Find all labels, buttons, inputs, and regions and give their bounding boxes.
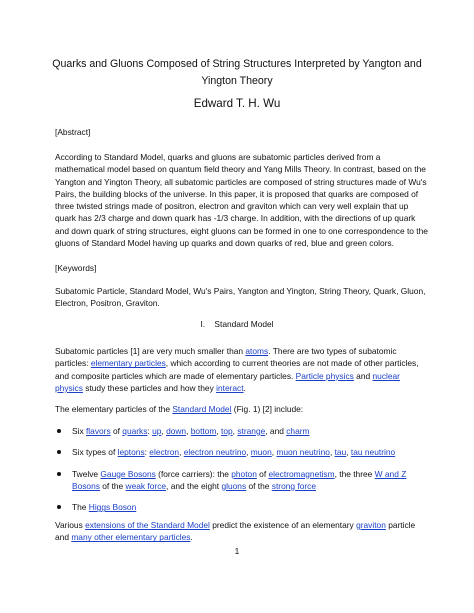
link-tau[interactable]: tau <box>334 447 347 458</box>
link-muon-neutrino[interactable]: muon neutrino <box>276 447 330 458</box>
link-strange[interactable]: strange <box>237 426 266 436</box>
text-run: and <box>353 370 373 381</box>
link-electromagnetism[interactable]: electromagnetism <box>268 468 335 479</box>
link-extensions-standard-model[interactable]: extensions of the Standard Model <box>85 520 210 530</box>
text-run: : <box>144 447 150 458</box>
text-run: Six types of <box>72 447 118 458</box>
text-run: The <box>72 502 89 513</box>
link-photon[interactable]: photon <box>231 468 257 479</box>
text-run: predict the existence of an elementary <box>209 520 357 530</box>
list-item-gauge-bosons <box>55 468 430 493</box>
list-item-quarks <box>55 425 430 437</box>
link-up[interactable]: up <box>152 426 162 436</box>
link-strong-force[interactable]: strong force <box>271 480 316 491</box>
text-run: , <box>161 426 167 436</box>
text-run: , <box>179 447 184 458</box>
link-standard-model[interactable]: Standard Model <box>172 404 232 414</box>
link-particle-physics[interactable]: Particle physics <box>295 370 354 381</box>
text-run: , <box>246 447 251 458</box>
link-electron-neutrino[interactable]: electron neutrino <box>183 447 247 458</box>
list-item-higgs <box>55 501 430 513</box>
text-run: . <box>243 382 246 393</box>
text-run: The elementary particles of the <box>55 404 173 414</box>
section-heading: I. Standard Model <box>200 319 274 329</box>
text-run: , <box>232 426 238 436</box>
abstract-text: According to Standard Model, quarks and gluons are subatomic particles derived from a mathematical model based on quantum field theory and Yang Mills Theory. In contrast, based on the Yangton and Yington Theory, all subatomic particles are composed of string structures made of Wu's Pairs, the building blocks of the universe. In this paper, it is proposed that quarks are composed of three twisted strings made of positron, electron and graviton which can very well explain that up quark has 2/3 charge and down quark has -1/3 charge. In addition, with the directions of up quark and down quark of string structures, eight gluons can be formed in one to one correspondence to the gluons of Standard Model having up quarks and down quarks of red, blue and green colors. <box>55 152 428 249</box>
text-run: , <box>329 447 335 458</box>
text-run: of <box>110 426 123 436</box>
link-gauge-bosons[interactable]: Gauge Bosons <box>100 468 156 479</box>
paragraph-extensions <box>55 519 429 544</box>
link-charm[interactable]: charm <box>286 426 310 436</box>
link-flavors[interactable]: flavors <box>85 426 111 436</box>
link-leptons[interactable]: leptons <box>117 447 145 458</box>
bullet-icon <box>57 505 61 509</box>
text-run: , <box>216 426 222 436</box>
text-run: (Fig. 1) [2] include: <box>231 404 304 414</box>
text-run: , the three <box>334 468 375 479</box>
link-graviton[interactable]: graviton <box>356 520 386 530</box>
text-run: (force carriers): the <box>155 468 232 479</box>
link-weak-force[interactable]: weak force <box>125 480 167 491</box>
text-run: . There are two types of subatomic particles: <box>55 346 397 369</box>
text-run: of the <box>99 480 126 491</box>
text-run: : <box>147 426 153 436</box>
text-run: , and <box>265 426 287 436</box>
link-many-other-elementary-particles[interactable]: many other elementary particles <box>71 532 191 543</box>
link-elementary-particles[interactable]: elementary particles <box>90 358 166 369</box>
paragraph-subatomic <box>55 345 429 394</box>
particle-list <box>55 425 430 513</box>
list-item-leptons <box>55 446 430 458</box>
link-muon[interactable]: muon <box>250 447 272 458</box>
link-higgs-boson[interactable]: Higgs Boson <box>88 502 137 513</box>
link-interact[interactable]: interact <box>216 382 244 393</box>
text-run: , and the eight <box>166 480 222 491</box>
text-run: of <box>256 468 269 479</box>
bullet-icon <box>57 429 61 433</box>
link-quarks[interactable]: quarks <box>122 426 148 436</box>
paper-title: Quarks and Gluons Composed of String Structures Interpreted by Yangton and Yington Theory <box>52 58 422 87</box>
link-atoms[interactable]: atoms <box>245 346 269 356</box>
paragraph-elementary <box>55 403 429 415</box>
abstract-heading: [Abstract] <box>55 127 91 137</box>
text-run: Six <box>72 426 86 436</box>
text-run: Subatomic particles [1] are very much smaller than <box>55 346 246 356</box>
text-run: particle and <box>55 520 416 543</box>
text-run: , which according to current theories are not made of other particles, and composite particles which are made of elementary particles. <box>55 358 419 381</box>
text-run: , <box>346 447 351 458</box>
link-nuclear-physics[interactable]: nuclear physics <box>55 370 400 393</box>
keywords-heading: [Keywords] <box>55 263 97 273</box>
link-w-and-z-bosons[interactable]: W and Z Bosons <box>72 468 407 491</box>
link-gluons[interactable]: gluons <box>221 480 247 491</box>
text-run: . <box>190 532 193 543</box>
text-run: Twelve <box>72 468 101 479</box>
link-tau-neutrino[interactable]: tau neutrino <box>350 447 396 458</box>
author-name: Edward T. H. Wu <box>193 97 281 110</box>
bullet-icon <box>57 450 61 454</box>
bullet-icon <box>57 472 61 476</box>
text-run: Various <box>55 520 86 530</box>
link-bottom[interactable]: bottom <box>190 426 217 436</box>
text-run: study these particles and how they <box>82 382 217 393</box>
link-down[interactable]: down <box>166 426 187 436</box>
link-top[interactable]: top <box>221 426 233 436</box>
page-number: 1 <box>234 546 240 556</box>
text-run: of the <box>246 480 272 491</box>
keywords-text: Subatomic Particle, Standard Model, Wu's Pairs, Yangton and Yington, String Theory, Quark, Gluon, Electron, Positron, Graviton. <box>55 286 426 309</box>
text-run: , <box>271 447 277 458</box>
link-electron[interactable]: electron <box>149 447 180 458</box>
text-run: , <box>186 426 191 436</box>
